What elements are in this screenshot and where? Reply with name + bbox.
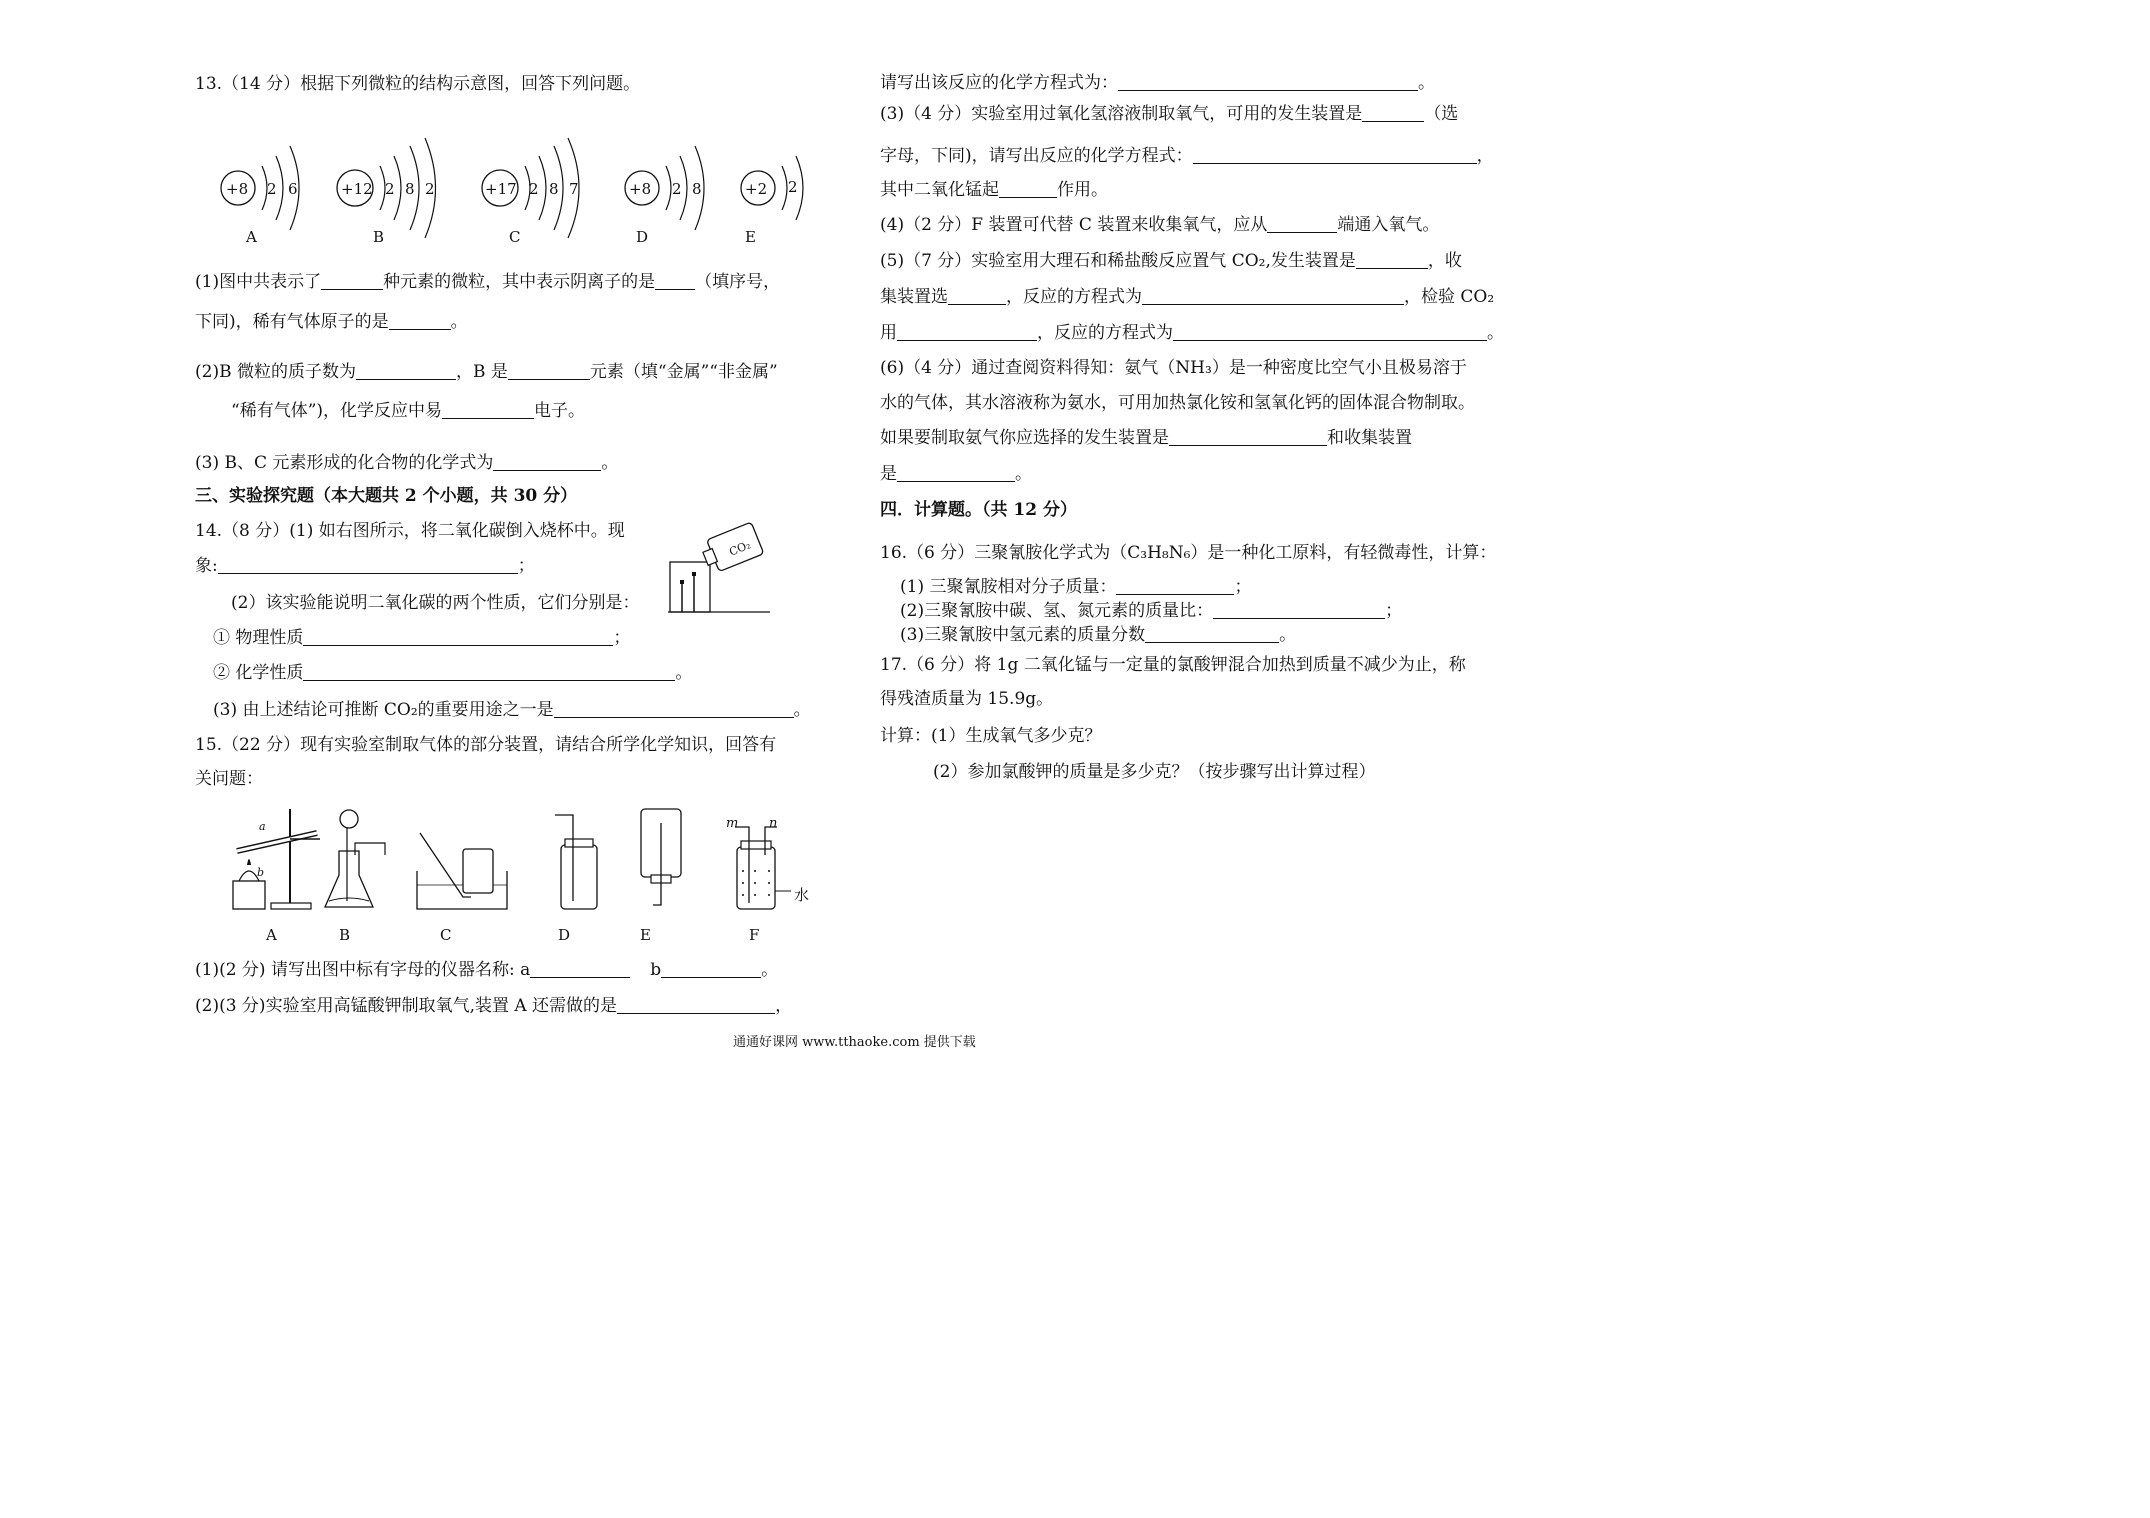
- q14-line2: 象: ；: [195, 556, 535, 576]
- answer-blank[interactable]: [508, 362, 590, 380]
- apparatus-C: [417, 833, 507, 909]
- answer-blank[interactable]: [530, 960, 630, 978]
- mark-m: m: [726, 816, 739, 831]
- answer-blank[interactable]: [1213, 601, 1385, 619]
- q13-part2-line2: “稀有气体”)，化学反应中易 电子。: [231, 401, 586, 421]
- r-line9: (6)（4 分）通过查阅资料得知：氨气（NH₃）是一种密度比空气小且极易溶于: [880, 358, 1467, 378]
- atom-a-shell-2: 6: [288, 180, 298, 198]
- atom-b-letter: B: [373, 228, 385, 246]
- q13-part1-line1: (1)图中共表示了 种元素的微粒，其中表示阴离子的是 （填序号，: [195, 272, 781, 292]
- r-line5: (4)（2 分）F 装置可代替 C 装置来收集氧气，应从 端通入氧气。: [880, 215, 1440, 235]
- atom-b-shell-2: 8: [405, 180, 415, 198]
- q15-sub2: (2)(3 分)实验室用高锰酸钾制取氧气,装置 A 还需做的是 ，: [195, 996, 793, 1016]
- answer-blank[interactable]: [389, 312, 451, 330]
- r-line4: 其中二氧化锰起 作用。: [880, 180, 1108, 200]
- q16-title: 16.（6 分）三聚氰胺化学式为（C₃H₈N₆）是一种化工原料，有轻微毒性，计算：: [880, 543, 1497, 563]
- apparatus-E: [641, 809, 681, 905]
- answer-blank[interactable]: [1118, 73, 1418, 91]
- co2-bottle-label: CO₂: [727, 538, 753, 559]
- answer-blank[interactable]: [493, 453, 601, 471]
- answer-blank[interactable]: [897, 323, 1037, 341]
- atom-e-letter: E: [745, 228, 756, 246]
- atom-b-shell-1: 2: [385, 180, 395, 198]
- atom-e-nucleus: +2: [745, 180, 768, 198]
- atom-e-shell-1: 2: [788, 178, 798, 196]
- q17-line3: 计算：(1）生成氧气多少克？: [880, 726, 1102, 746]
- apparatus-B: [325, 810, 385, 907]
- atom-c-letter: C: [509, 228, 521, 246]
- q13-part2-line1: (2)B 微粒的质子数为 ，B 是 元素（填“金属”“非金属”: [195, 362, 778, 382]
- mark-b: b: [257, 866, 265, 879]
- r-line10: 水的气体，其水溶液称为氨水，可用加热氯化铵和氢氧化钙的固体混合物制取。: [880, 393, 1475, 413]
- q14-line3: (2）该实验能说明二氧化碳的两个性质，它们分别是：: [231, 593, 640, 613]
- answer-blank[interactable]: [948, 287, 1006, 305]
- answer-blank[interactable]: [1193, 146, 1477, 164]
- q16-part2: (2)三聚氰胺中碳、氢、氮元素的质量比： ；: [900, 601, 1403, 621]
- q14-chemical-property: ② 化学性质 。: [213, 663, 693, 683]
- answer-blank[interactable]: [1116, 577, 1234, 595]
- atom-c-shell-3: 7: [569, 180, 579, 198]
- q14-physical-property: ① 物理性质 ；: [213, 628, 631, 648]
- r-line11: 如果要制取氨气你应选择的发生装置是 和收集装置: [880, 428, 1412, 448]
- apparatus-label-d: D: [558, 926, 571, 944]
- answer-blank[interactable]: [303, 628, 613, 646]
- water-label: 水: [794, 886, 810, 904]
- answer-blank[interactable]: [1356, 251, 1428, 269]
- apparatus-D: [555, 815, 597, 909]
- atom-d-shell-2: 8: [692, 180, 702, 198]
- apparatus-label-a: A: [266, 926, 277, 944]
- r-line12: 是 。: [880, 464, 1032, 484]
- answer-blank[interactable]: [655, 272, 695, 290]
- mark-n: n: [769, 816, 778, 831]
- answer-blank[interactable]: [1145, 625, 1279, 643]
- q16-part3: (3)三聚氰胺中氢元素的质量分数 。: [900, 625, 1297, 645]
- q14-line1: 14.（8 分）(1) 如右图所示，将二氧化碳倒入烧杯中。现: [195, 521, 625, 541]
- q17-line4: (2）参加氯酸钾的质量是多少克？（按步骤写出计算过程）: [933, 762, 1376, 782]
- atom-a-shell-1: 2: [267, 180, 277, 198]
- apparatus-label-f: F: [749, 926, 760, 944]
- atom-d-nucleus: +8: [629, 180, 652, 198]
- q13-title: 13.（14 分）根据下列微粒的结构示意图，回答下列问题。: [195, 74, 641, 94]
- atom-c-shell-1: 2: [529, 180, 539, 198]
- answer-blank[interactable]: [1169, 428, 1327, 446]
- footer-source: 通通好课网 www.tthaoke.com 提供下载: [733, 1035, 976, 1050]
- q15-line2: 关问题：: [195, 769, 263, 789]
- q15-sub1: (1)(2 分) 请写出图中标有字母的仪器名称: a b 。: [195, 960, 779, 980]
- r-line2: (3)（4 分）实验室用过氧化氢溶液制取氧气，可用的发生装置是 （选: [880, 104, 1459, 124]
- answer-blank[interactable]: [1142, 287, 1404, 305]
- r-line8: 用 ，反应的方程式为 。: [880, 323, 1504, 343]
- section-3-heading: 三、实验探究题（本大题共 2 个小题，共 30 分）: [195, 486, 578, 506]
- answer-blank[interactable]: [897, 464, 1015, 482]
- q14-line6: (3) 由上述结论可推断 CO₂的重要用途之一是 。: [213, 700, 811, 720]
- answer-blank[interactable]: [218, 556, 518, 574]
- answer-blank[interactable]: [617, 996, 775, 1014]
- r-line6: (5)（7 分）实验室用大理石和稀盐酸反应置气 CO₂,发生装置是 ，收: [880, 251, 1462, 271]
- q16-part1: (1) 三聚氰胺相对分子质量： ；: [900, 577, 1252, 597]
- q13-part3: (3) B、C 元素形成的化合物的化学式为 。: [195, 453, 619, 473]
- answer-blank[interactable]: [356, 362, 456, 380]
- answer-blank[interactable]: [661, 960, 761, 978]
- answer-blank[interactable]: [303, 663, 675, 681]
- answer-blank[interactable]: [1362, 104, 1424, 122]
- apparatus-label-e: E: [640, 926, 651, 944]
- answer-blank[interactable]: [321, 272, 383, 290]
- answer-blank[interactable]: [999, 180, 1057, 198]
- r-line1: 请写出该反应的化学方程式为： 。: [880, 73, 1435, 93]
- atom-d-shell-1: 2: [672, 180, 682, 198]
- answer-blank[interactable]: [554, 700, 794, 718]
- q17-line1: 17.（6 分）将 1g 二氧化锰与一定量的氯酸钾混合加热到质量不减少为止，称: [880, 655, 1466, 675]
- atom-d-letter: D: [636, 228, 649, 246]
- q15-line1: 15.（22 分）现有实验室制取气体的部分装置，请结合所学化学知识，回答有: [195, 735, 777, 755]
- answer-blank[interactable]: [442, 401, 534, 419]
- atom-c-shell-2: 8: [549, 180, 559, 198]
- r-line7: 集装置选 ，反应的方程式为 ，检验 CO₂: [880, 287, 1495, 307]
- answer-blank[interactable]: [1173, 323, 1487, 341]
- mark-a: a: [259, 820, 266, 833]
- r-line3: 字母，下同)，请写出反应的化学方程式： ，: [880, 146, 1494, 166]
- q17-line2: 得残渣质量为 15.9g。: [880, 689, 1054, 709]
- section-4-heading: 四．计算题。（共 12 分）: [880, 500, 1077, 520]
- co2-pouring-figure: [660, 520, 780, 620]
- apparatus-F: [735, 827, 791, 909]
- atom-b-shell-3: 2: [425, 180, 435, 198]
- answer-blank[interactable]: [1267, 215, 1337, 233]
- atom-structure-diagrams: [210, 130, 830, 280]
- atom-c-nucleus: +17: [485, 180, 517, 198]
- atom-b-nucleus: +12: [341, 180, 373, 198]
- atom-a-letter: A: [246, 228, 257, 246]
- apparatus-label-b: B: [339, 926, 351, 944]
- apparatus-A: [233, 809, 320, 909]
- atom-a-nucleus: +8: [226, 180, 249, 198]
- apparatus-label-c: C: [440, 926, 452, 944]
- q13-part1-line2: 下同)，稀有气体原子的是 。: [195, 312, 468, 332]
